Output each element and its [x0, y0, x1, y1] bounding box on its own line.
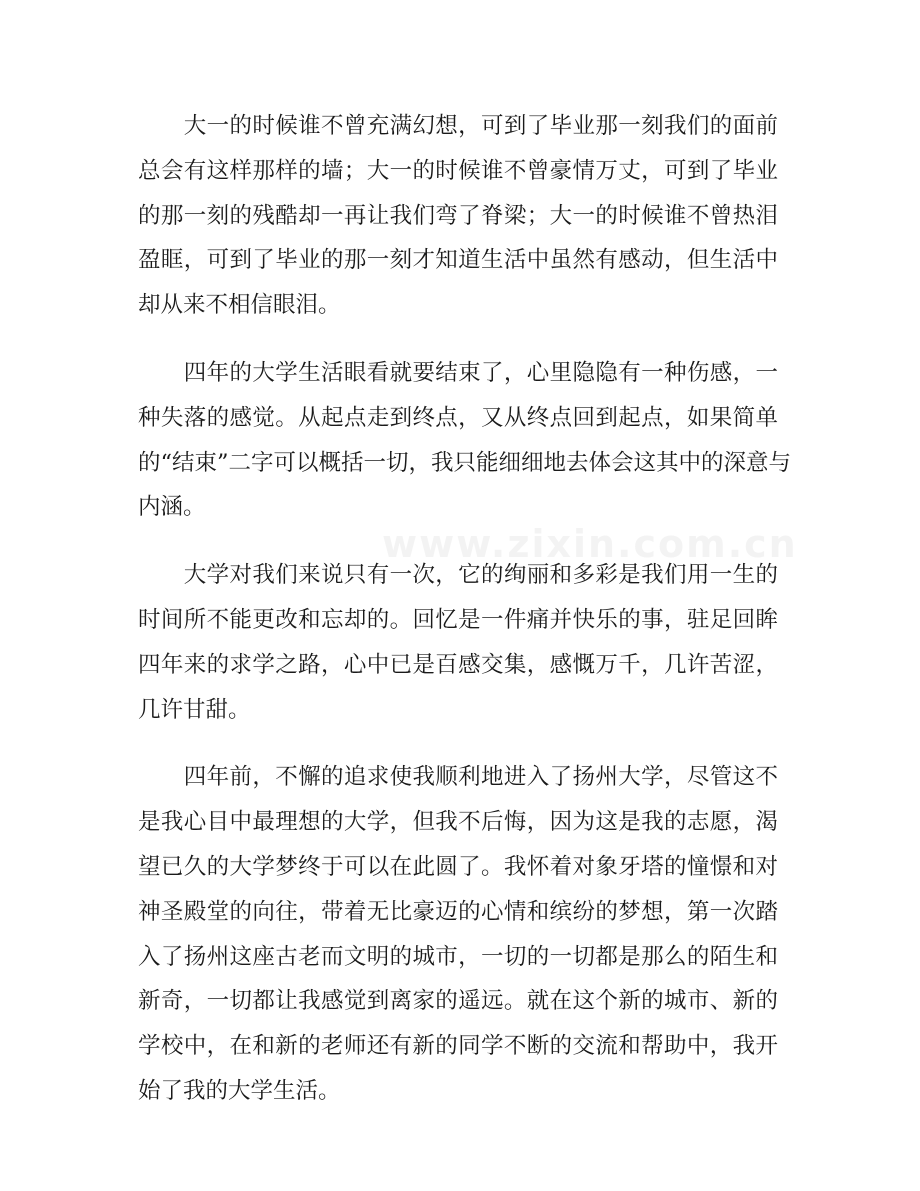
text-line: 学校中，在和新的老师还有新的同学不断的交流和帮助中，我开 [138, 1033, 778, 1060]
text-line: 的“结束”二字可以概括一切，我只能细细地去体会这其中的深意与 [138, 449, 792, 476]
text-line: 望已久的大学梦终于可以在此圆了。我怀着对象牙塔的憧憬和对 [138, 853, 778, 880]
text-line: 神圣殿堂的向往，带着无比豪迈的心情和缤纷的梦想，第一次踏 [138, 898, 778, 925]
paragraph-4 [138, 755, 778, 1113]
text-line: 四年的大学生活眼看就要结束了，心里隐隐有一种伤感，一 [138, 359, 778, 386]
paragraph-1 [138, 104, 778, 328]
paragraph-2 [138, 351, 792, 530]
text-line: 入了扬州这座古老而文明的城市，一切的一切都是那么的陌生和 [138, 943, 778, 970]
watermark: www.zixin.com.cn [382, 522, 798, 566]
text-line: 总会有这样那样的墙；大一的时候谁不曾豪情万丈，可到了毕业 [138, 157, 778, 184]
text-line: 大学对我们来说只有一次，它的绚丽和多彩是我们用一生的 [138, 562, 778, 589]
text-line: 是我心目中最理想的大学，但我不后悔，因为这是我的志愿，渴 [138, 809, 778, 836]
text-line: 种失落的感觉。从起点走到终点，又从终点回到起点，如果简单 [138, 404, 778, 431]
text-line: 却从来不相信眼泪。 [138, 292, 341, 319]
body-text [138, 104, 798, 1137]
text-line: 始了我的大学生活。 [138, 1077, 341, 1104]
text-line: 新奇，一切都让我感觉到离家的遥远。就在这个新的城市、新的 [138, 988, 778, 1015]
text-line: 时间所不能更改和忘却的。回忆是一件痛并快乐的事，驻足回眸 [138, 606, 778, 633]
text-line: 的那一刻的残酷却一再让我们弯了脊梁；大一的时候谁不曾热泪 [138, 202, 778, 229]
text-line: 大一的时候谁不曾充满幻想，可到了毕业那一刻我们的面前 [138, 113, 778, 139]
paragraph-3 [138, 553, 778, 732]
text-line: 四年来的求学之路，心中已是百感交集，感慨万千，几许苦涩， [138, 651, 778, 678]
text-line: 四年前，不懈的追求使我顺利地进入了扬州大学，尽管这不 [138, 764, 778, 791]
text-line: 几许甘甜。 [138, 696, 251, 723]
text-line: 盈眶，可到了毕业的那一刻才知道生活中虽然有感动，但生活中 [138, 247, 778, 274]
text-line: 内涵。 [138, 494, 206, 521]
